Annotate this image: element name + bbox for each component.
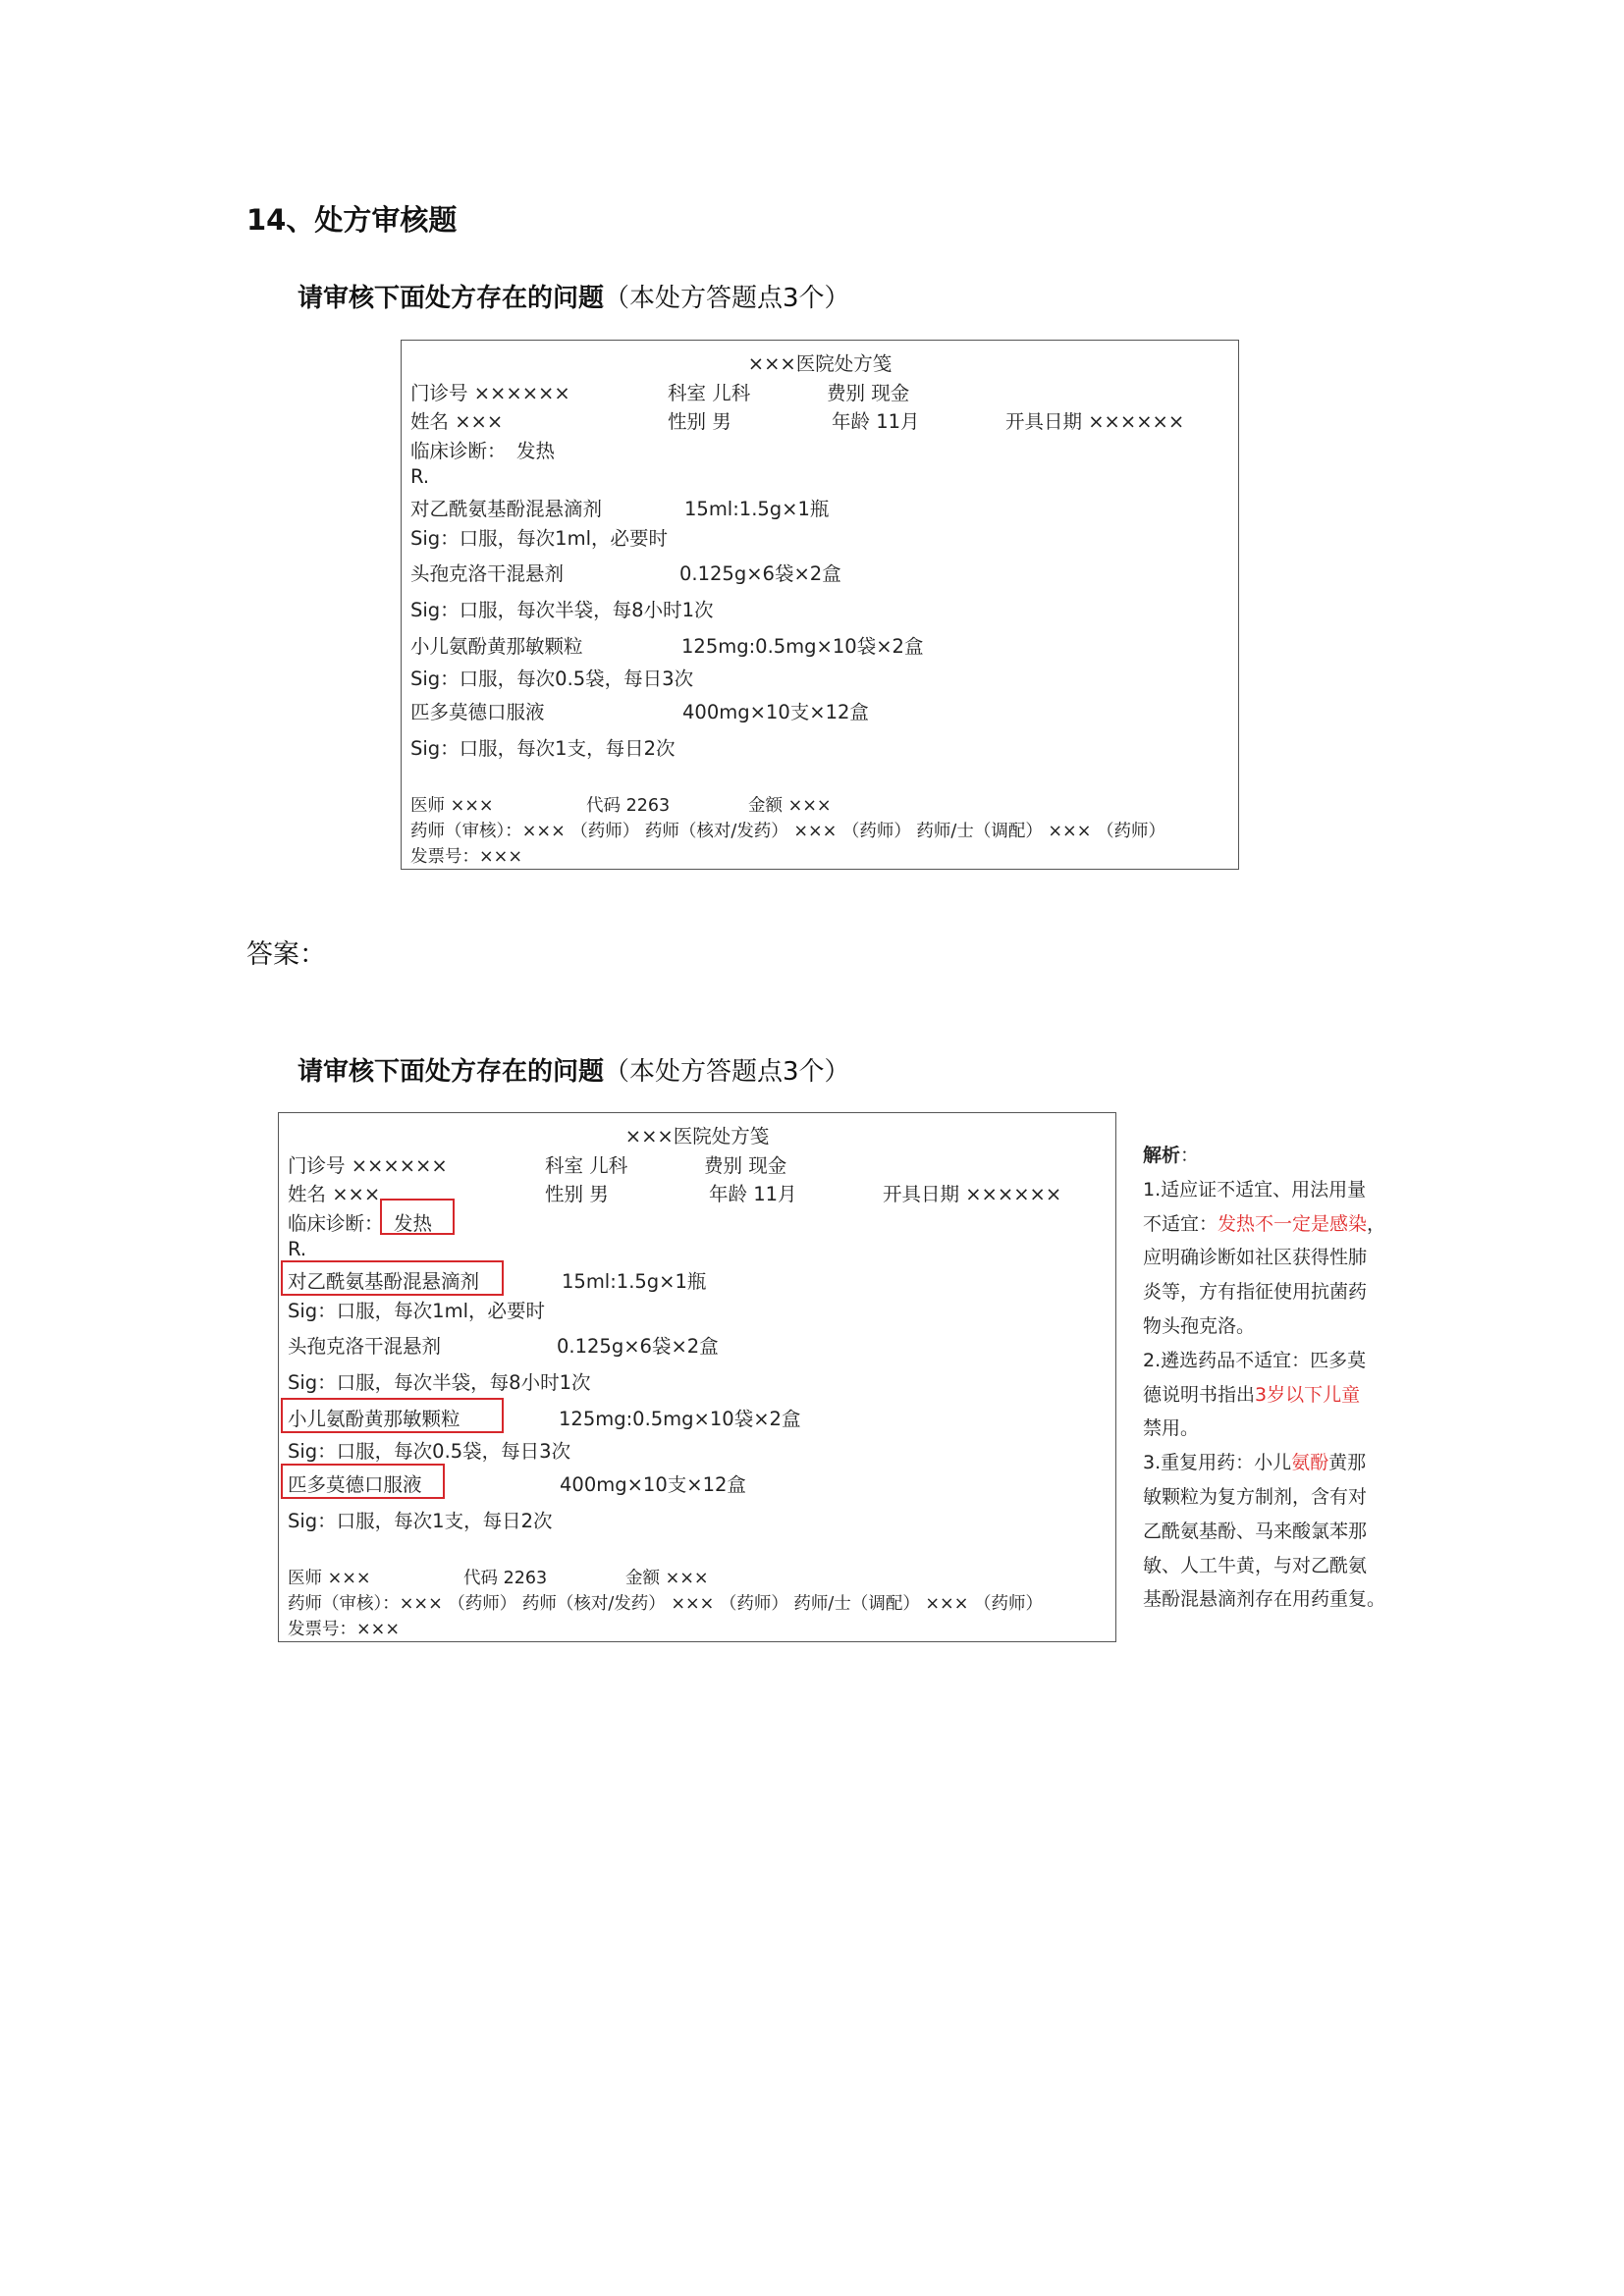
rx-fee-type: 费别 现金 — [827, 382, 910, 404]
rx-diagnosis-label: 临床诊断： — [410, 440, 507, 462]
rx-department: 科室 儿科 — [545, 1154, 628, 1177]
rx-name: 姓名 ××× — [410, 410, 504, 433]
rx-sex: 性别 男 — [668, 410, 731, 433]
rx-doctor: 医师 ××× — [410, 796, 494, 816]
analysis-text: 黄那 — [1328, 1452, 1367, 1474]
drug-name: 匹多莫德口服液 — [288, 1473, 422, 1496]
highlight-box-drug-4 — [281, 1464, 445, 1499]
drug-sig: Sig：口服，每次半袋，每8小时1次 — [288, 1371, 591, 1394]
rx-rp: R. — [288, 1238, 307, 1260]
rx-date: 开具日期 ×××××× — [883, 1183, 1062, 1205]
rx-sex: 性别 男 — [545, 1183, 609, 1205]
analysis-panel — [1143, 1139, 1398, 1617]
rx-title: ×××医院处方笺 — [747, 352, 893, 375]
rx-title: ×××医院处方笺 — [624, 1125, 770, 1148]
analysis-line: 1.适应证不适宜、用法用量 — [1143, 1178, 1367, 1201]
rx-department: 科室 儿科 — [668, 382, 751, 404]
drug-sig: Sig：口服，每次半袋，每8小时1次 — [410, 599, 714, 621]
drug-spec: 0.125g×6袋×2盒 — [679, 562, 841, 585]
analysis-text: 3.重复用药：小儿 — [1143, 1452, 1292, 1474]
analysis-text: ， — [1367, 1212, 1386, 1235]
drug-spec: 125mg:0.5mg×10袋×2盒 — [681, 635, 924, 658]
prescription-question — [401, 340, 1239, 870]
rx-clinic-no: 门诊号 ×××××× — [410, 382, 570, 404]
rx-code: 代码 2263 — [586, 796, 671, 816]
analysis-line: 炎等，方有指征使用抗菌药 — [1143, 1281, 1368, 1304]
instruction-bold: 请审核下面处方存在的问题 — [298, 1057, 605, 1087]
rx-diagnosis: 发热 — [516, 440, 556, 462]
rx-age: 年龄 11月 — [832, 410, 920, 433]
drug-sig: Sig：口服，每次1支，每日2次 — [410, 737, 676, 760]
rx-diagnosis-label: 临床诊断： — [288, 1212, 384, 1235]
prescription-answer — [278, 1112, 1116, 1642]
question-title: 14、处方审核题 — [246, 203, 458, 237]
rx-name: 姓名 ××× — [288, 1183, 381, 1205]
rx-rp: R. — [410, 465, 430, 488]
analysis-line: 应明确诊断如社区获得性肺 — [1143, 1247, 1368, 1269]
drug-name: 头孢克洛干混悬剂 — [288, 1335, 442, 1358]
drug-sig: Sig：口服，每次0.5袋，每日3次 — [288, 1440, 571, 1463]
instruction-note: （本处方答题点3个） — [604, 284, 850, 313]
rx-invoice: 发票号：××× — [288, 1620, 400, 1639]
analysis-line: 基酚混悬滴剂存在用药重复。 — [1143, 1588, 1386, 1611]
drug-name: 匹多莫德口服液 — [410, 701, 545, 723]
drug-spec: 400mg×10支×12盒 — [682, 701, 869, 723]
rx-fee-type: 费别 现金 — [704, 1154, 787, 1177]
instruction-bold: 请审核下面处方存在的问题 — [298, 284, 605, 313]
answer-instruction — [298, 1051, 850, 1088]
rx-clinic-no: 门诊号 ×××××× — [288, 1154, 448, 1177]
analysis-line: 敏颗粒为复方制剂，含有对 — [1143, 1485, 1368, 1508]
drug-spec: 0.125g×6袋×2盒 — [557, 1335, 719, 1358]
analysis-emphasis: 发热不一定是感染 — [1218, 1212, 1368, 1235]
drug-sig: Sig：口服，每次1ml，必要时 — [410, 527, 668, 550]
analysis-line: 敏、人工牛黄，与对乙酰氨 — [1143, 1554, 1368, 1576]
highlight-box-diagnosis — [380, 1199, 455, 1235]
drug-spec: 15ml:1.5g×1瓶 — [562, 1270, 707, 1293]
rx-pharmacists: 药师（审核）：××× （药师） 药师（核对/发药） ××× （药师） 药师/士（调配） ××× （药师） — [410, 822, 1165, 841]
question-instruction — [298, 278, 850, 314]
drug-spec: 15ml:1.5g×1瓶 — [684, 498, 830, 520]
analysis-line: 禁用。 — [1143, 1417, 1200, 1440]
drug-name: 对乙酰氨基酚混悬滴剂 — [410, 498, 603, 520]
analysis-line: 物头孢克洛。 — [1143, 1314, 1256, 1337]
analysis-line: 2.遴选药品不适宜：匹多莫 — [1143, 1349, 1367, 1371]
drug-sig: Sig：口服，每次1ml，必要时 — [288, 1300, 545, 1322]
rx-age: 年龄 11月 — [709, 1183, 797, 1205]
rx-pharmacists: 药师（审核）：××× （药师） 药师（核对/发药） ××× （药师） 药师/士（调配） ××× （药师） — [288, 1594, 1043, 1614]
analysis-emphasis: 3岁以下儿童 — [1255, 1383, 1361, 1406]
drug-sig: Sig：口服，每次1支，每日2次 — [288, 1510, 553, 1532]
rx-diagnosis: 发热 — [394, 1212, 433, 1235]
rx-doctor: 医师 ××× — [288, 1569, 371, 1588]
rx-amount: 金额 ××× — [625, 1569, 709, 1588]
instruction-note: （本处方答题点3个） — [604, 1057, 850, 1087]
highlight-box-drug-1 — [281, 1260, 504, 1296]
analysis-line: 乙酰氨基酚、马来酸氯苯那 — [1143, 1520, 1368, 1542]
analysis-emphasis: 氨酚 — [1291, 1452, 1329, 1474]
rx-date: 开具日期 ×××××× — [1005, 410, 1185, 433]
drug-spec: 400mg×10支×12盒 — [560, 1473, 746, 1496]
drug-name: 对乙酰氨基酚混悬滴剂 — [288, 1270, 480, 1293]
analysis-text: 德说明书指出 — [1143, 1383, 1256, 1406]
drug-spec: 125mg:0.5mg×10袋×2盒 — [559, 1408, 801, 1430]
answer-label: 答案： — [246, 939, 326, 970]
drug-name: 小儿氨酚黄那敏颗粒 — [288, 1408, 460, 1430]
drug-name: 小儿氨酚黄那敏颗粒 — [410, 635, 583, 658]
drug-sig: Sig：口服，每次0.5袋，每日3次 — [410, 667, 694, 690]
drug-name: 头孢克洛干混悬剂 — [410, 562, 565, 585]
analysis-heading: 解析 — [1143, 1145, 1181, 1166]
analysis-colon: ： — [1180, 1145, 1200, 1166]
rx-code: 代码 2263 — [463, 1569, 548, 1588]
rx-invoice: 发票号：××× — [410, 847, 522, 867]
analysis-text: 不适宜： — [1143, 1212, 1218, 1235]
highlight-box-drug-3 — [281, 1398, 504, 1433]
rx-amount: 金额 ××× — [748, 796, 832, 816]
